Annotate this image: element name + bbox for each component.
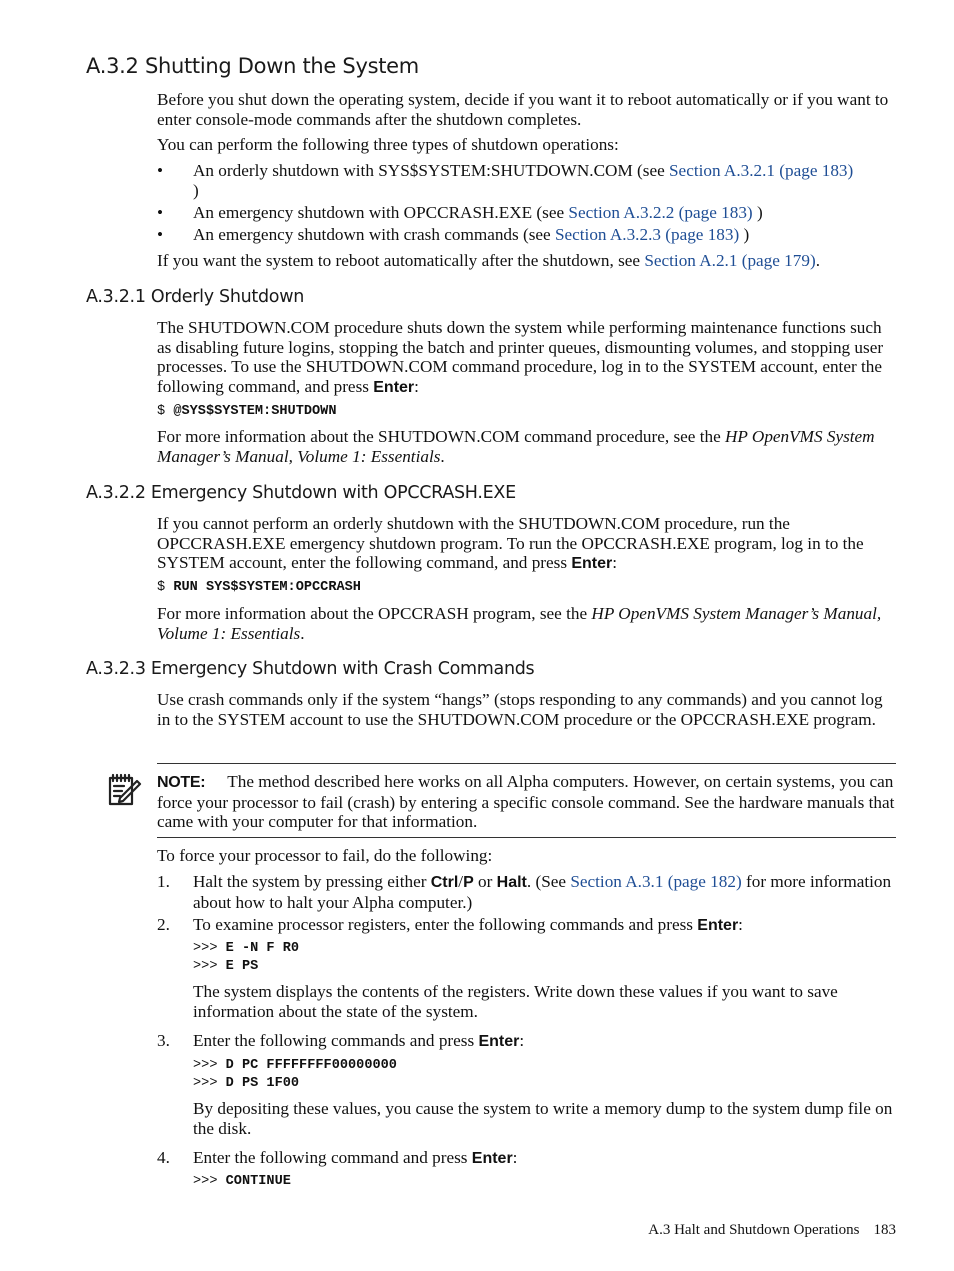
types-intro-paragraph: You can perform the following three types of shutdown operations:	[157, 135, 619, 154]
step-after-paragraph: The system displays the contents of the registers. Write down these values if you want to save information about the state of the system.	[193, 982, 838, 1021]
command-text: D PS 1F00	[225, 1076, 300, 1091]
enter-key-label: Enter	[471, 1150, 513, 1167]
note-top-rule	[157, 763, 896, 764]
intro-paragraph: Before you shut down the operating system, decide if you want it to reboot automatically or if you want to enter console-mode commands after the shutdown completes.	[157, 90, 889, 129]
section-link[interactable]: Section A.2.1 (page 179)	[644, 251, 816, 270]
orderly-shutdown-paragraph: The SHUTDOWN.COM procedure shuts down the system while performing maintenance functions such as disabling future logins, stopping the batch and printer queues, dismounting volumes, and stopping user processes. To use the SHUTDOWN.COM command procedure, log in to the SYSTEM account, enter the following command, and press Enter:	[157, 318, 884, 396]
force-intro-paragraph: To force your processor to fail, do the following:	[157, 846, 493, 865]
section-heading-a322: A.3.2.2 Emergency Shutdown with OPCCRASH.EXE	[86, 483, 516, 503]
command-text: D PC FFFFFFFF00000000	[225, 1058, 397, 1073]
list-item-text: Halt the system by pressing either Ctrl/P or Halt. (See Section A.3.1 (page 182) for more information about how to halt your Alpha computer.)	[193, 872, 892, 912]
list-item-text: An emergency shutdown with OPCCRASH.EXE (see Section A.3.2.2 (page 183) )	[193, 203, 763, 222]
list-item-text: An emergency shutdown with crash commands (see Section A.3.2.3 (page 183) )	[193, 225, 750, 244]
code-block: >>> E -N F R0 >>> E PS	[193, 941, 300, 974]
section-heading-a32: A.3.2 Shutting Down the System	[86, 54, 419, 78]
command-text: E PS	[225, 959, 259, 974]
bullet-marker: •	[157, 203, 164, 222]
code-block: >>> D PC FFFFFFFF00000000 >>> D PS 1F00	[193, 1058, 397, 1091]
list-item-text: Enter the following commands and press Enter:	[193, 1031, 525, 1050]
p-key-label: P	[463, 874, 474, 891]
section-link[interactable]: Section A.3.1 (page 182)	[570, 872, 742, 891]
enter-key-label: Enter	[478, 1033, 520, 1050]
enter-key-label: Enter	[373, 378, 415, 396]
section-heading-a321: A.3.2.1 Orderly Shutdown	[86, 287, 305, 307]
bullet-marker: •	[157, 225, 164, 244]
section-link[interactable]: Section A.3.2.1 (page 183)	[669, 161, 854, 180]
command-text: @SYS$SYSTEM:SHUTDOWN	[173, 404, 337, 419]
code-block: $ RUN SYS$SYSTEM:OPCCRASH	[157, 580, 361, 595]
command-text: CONTINUE	[225, 1174, 291, 1189]
book-title: HP OpenVMS System Manager’s Manual, Volume 1: Essentials	[157, 604, 882, 643]
command-text: RUN SYS$SYSTEM:OPCCRASH	[173, 580, 361, 595]
command-text: E -N F R0	[225, 941, 300, 956]
reboot-paragraph: If you want the system to reboot automatically after the shutdown, see Section A.2.1 (page 179).	[157, 251, 820, 270]
note-paragraph: NOTE: The method described here works on all Alpha computers. However, on certain systems, you can force your processor to fail (crash) by entering a specific console command. See the hardware manuals that came with your computer for that information.	[157, 772, 895, 832]
enter-key-label: Enter	[571, 555, 613, 573]
page-footer	[648, 1222, 896, 1239]
step-number: 4.	[157, 1148, 170, 1167]
opccrash-paragraph: If you cannot perform an orderly shutdown with the SHUTDOWN.COM procedure, run the OPCCRASH.EXE emergency shutdown program. To run the OPCCRASH.EXE program, log in to the SYSTEM account, enter the following command, and press Enter:	[157, 514, 864, 573]
more-info-paragraph: For more information about the OPCCRASH program, see the HP OpenVMS System Manager’s Manual, Volume 1: Essentials.	[157, 604, 882, 643]
step-number: 3.	[157, 1031, 170, 1050]
list-item-text: An orderly shutdown with SYS$SYSTEM:SHUTDOWN.COM (see Section A.3.2.1 (page 183) )	[193, 161, 854, 200]
list-item-text: Enter the following command and press Enter:	[193, 1148, 518, 1167]
step-number: 2.	[157, 915, 170, 934]
note-label: NOTE:	[157, 774, 206, 791]
note-bottom-rule	[157, 837, 896, 838]
bullet-marker: •	[157, 161, 164, 180]
step-after-paragraph: By depositing these values, you cause the system to write a memory dump to the system dump file on the disk.	[193, 1099, 893, 1138]
note-pad-icon	[106, 772, 142, 808]
ctrl-key-label: Ctrl	[430, 874, 459, 891]
section-link[interactable]: Section A.3.2.3 (page 183)	[554, 225, 740, 244]
step-number: 1.	[157, 872, 170, 891]
code-block: $ @SYS$SYSTEM:SHUTDOWN	[157, 404, 337, 419]
halt-key-label: Halt	[496, 874, 527, 891]
more-info-paragraph: For more information about the SHUTDOWN.COM command procedure, see the HP OpenVMS System Manager’s Manual, Volume 1: Essentials.	[157, 427, 875, 466]
footer-section-title: A.3 Halt and Shutdown Operations	[648, 1222, 860, 1238]
section-link[interactable]: Section A.3.2.2 (page 183)	[568, 203, 753, 222]
enter-key-label: Enter	[697, 917, 739, 934]
code-block: >>> CONTINUE	[193, 1174, 291, 1189]
section-heading-a323: A.3.2.3 Emergency Shutdown with Crash Commands	[86, 659, 535, 679]
book-title: HP OpenVMS System Manager’s Manual, Volume 1: Essentials	[157, 427, 875, 466]
list-item-text: To examine processor registers, enter the following commands and press Enter:	[193, 915, 743, 934]
page-number: 183	[873, 1222, 896, 1238]
crash-commands-paragraph: Use crash commands only if the system “hangs” (stops responding to any commands) and you cannot log in to the SYSTEM account to use the SHUTDOWN.COM procedure or the OPCCRASH.EXE program.	[157, 690, 883, 729]
